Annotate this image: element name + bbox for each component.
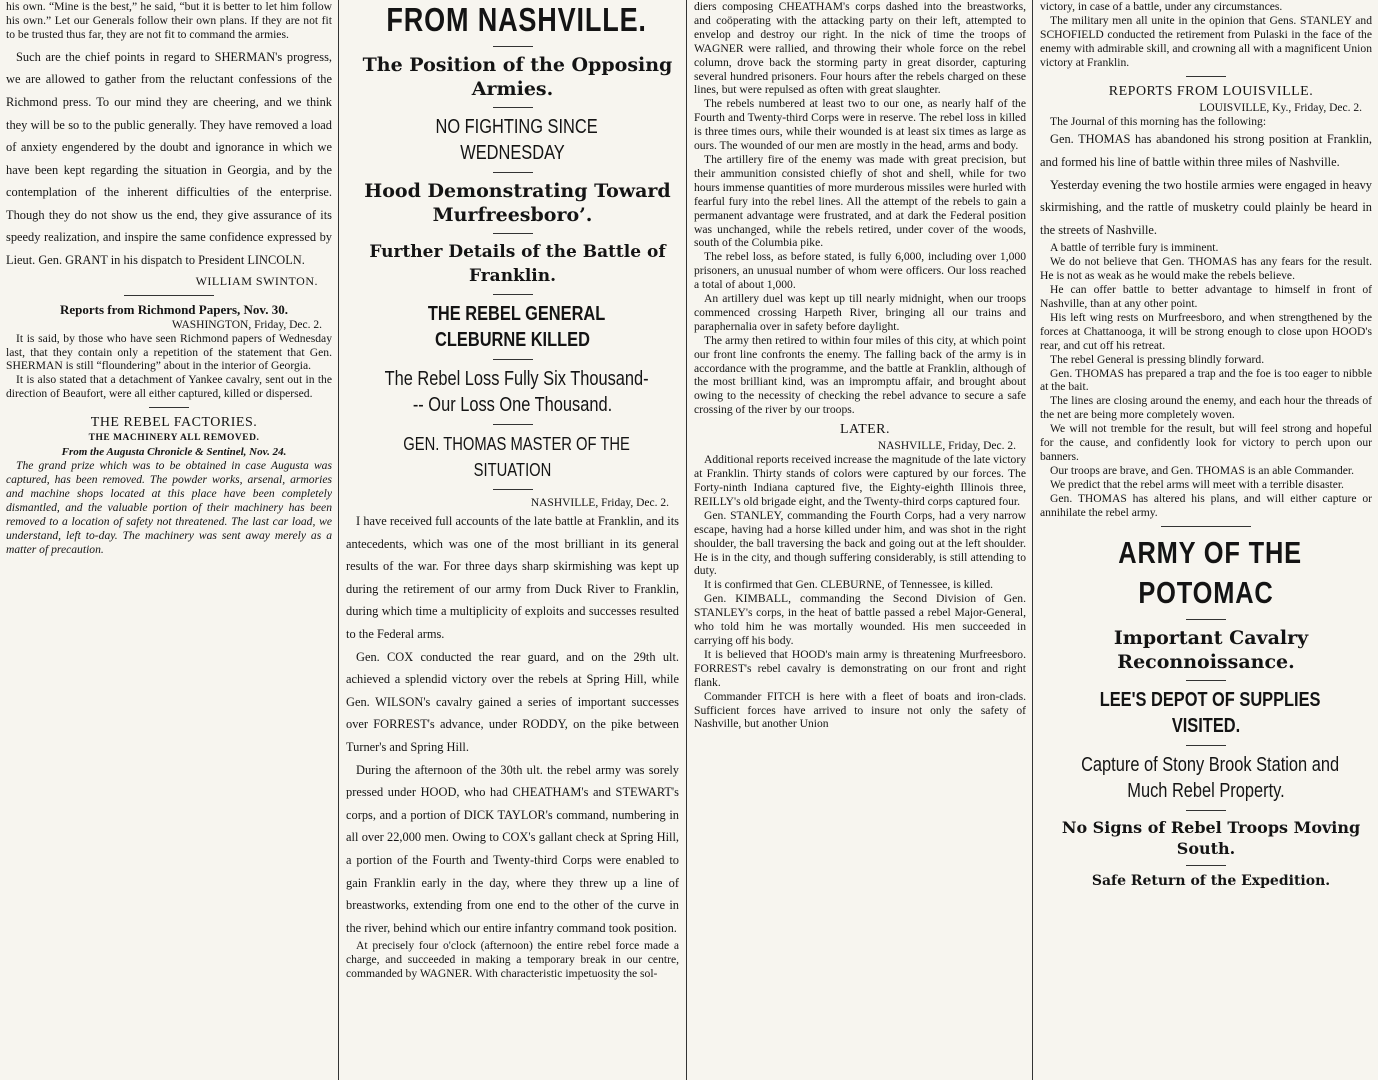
paragraph: The grand prize which was to be obtained in case Augusta was captured, has been removed. The powder works, arsenal, armories and machine shops located at this place have been completely dismantled, and the valuable portion of their machinery has been removed to a location of safety not threatened. The last car load, we understand, left to-day. The machinery was sent away merely as a matter of precaution. (6, 459, 332, 556)
dateline: NASHVILLE, Friday, Dec. 2. (877, 440, 1016, 453)
paragraph: his own. “Mine is the best,” he said, “but it is better to let him follow his own.” Let our Generals follow their own plans. If they are not fit to be trusted thus far, they are not fit to command the armies. (6, 0, 332, 41)
paragraph: He can offer battle to better advantage to himself in front of Nashville, than at any other point. (1040, 283, 1372, 311)
paragraph: Gen. STANLEY, commanding the Fourth Corps, had a very narrow escape, having had a horse killed under him, and was shot in the right shoulder, the ball traversing the back and going out at the left shoulder. He is in the city, and though suffering considerably, is still attending to duty. (694, 508, 1026, 578)
headline: Capture of Stony Brook Station and Much Rebel Property. (1081, 753, 1340, 802)
column-4 (1034, 0, 1378, 1080)
subheadline: THE MACHINERY ALL REMOVED. (88, 433, 260, 444)
headline: Important Cavalry Reconnoissance. (1113, 626, 1309, 673)
paragraph: Our troops are brave, and Gen. THOMAS is an able Commander. (1050, 463, 1355, 477)
divider (1186, 619, 1226, 620)
headline: No Signs of Rebel Troops Moving South. (1061, 817, 1361, 858)
divider (493, 172, 533, 173)
paragraph: The lines are closing around the enemy, and each hour the threads of the net are being more completely woven. (1040, 394, 1372, 422)
paragraph: Gen. KIMBALL, commanding the Second Division of Gen. STANLEY's corps, in the heat of battle passed a rebel Major-General, who told him he was mortally wounded. His men succeeded in carrying off his body. (694, 592, 1026, 647)
headline-main: ARMY OF THE POTOMAC (1118, 534, 1302, 610)
headline: Safe Return of the Expedition. (1091, 872, 1331, 889)
divider (493, 46, 533, 47)
paragraph: victory, in case of a battle, under any circumstances. (1040, 0, 1283, 13)
paragraph: It is said, by those who have seen Richmond papers of Wednesday last, that they contain only a repetition of the statement that Gen. SHERMAN is still “floundering” about in the interior of Georgia. (6, 331, 332, 373)
paragraph: The army then retired to within four miles of this city, at which point our front line confronts the enemy. The falling back of the army is in accordance with the programme, and the battle at Franklin, although of the most brilliant kind, was an impromptu affair, and brought about owing to the necessity of checking the rebel advance to secure a safe crossing of the river by our troops. (694, 333, 1026, 417)
divider (493, 107, 533, 108)
paragraph: We predict that the rebel arms will meet with a terrible disaster. (1050, 477, 1344, 491)
paragraph: Commander FITCH is here with a fleet of boats and iron-clads. Sufficient forces have arrived to insure not only the safety of Nashville, but another Union (694, 689, 1026, 731)
headline: LEE'S DEPOT OF SUPPLIES VISITED. (1099, 688, 1321, 737)
paragraph: It is also stated that a detachment of Yankee cavalry, sent out in the direction of Beaufort, were all either captured, killed or dispersed. (6, 373, 332, 401)
paragraph: I have received full accounts of the late battle at Franklin, and its antecedents, which was one of the most brilliant in its general results of the war. For three days sharp skirmishing was kept up during the retirement of our army from Duck River to Franklin, during which time a multiplicity of exploits and successes resulted to the Federal arms. (346, 514, 679, 641)
paragraph: The Journal of this morning has the following: (1050, 114, 1267, 128)
headline: Further Details of the Battle of Franklin. (369, 242, 666, 286)
source-line: From the Augusta Chronicle & Sentinel, Nov. 24. (61, 446, 287, 459)
paragraph: Yesterday evening the two hostile armies were engaged in heavy skirmishing, and the rattle of musketry could plainly be heard in the streets of Nashville. (1040, 177, 1372, 237)
paragraph: The artillery fire of the enemy was made with great precision, but their ammunition consisted chiefly of shot and shell, while for two hours immense quantities of more murderous missiles were hurled with fearful fury into the rebel lines. All the attempt of the rebels to gain a permanent advantage were frustrated, and at dark the Federal position was unchanged, while the rebels retired, under cover of the woods, south of the Columbia pike. (694, 152, 1026, 250)
divider (1161, 526, 1251, 527)
headline: NO FIGHTING SINCE WEDNESDAY (435, 116, 598, 164)
paragraph: We will not tremble for the result, but will feel strong and hopeful for the cause, and confidently look for victory to perch upon our banners. (1040, 422, 1372, 463)
dateline: NASHVILLE, Friday, Dec. 2. (530, 497, 669, 509)
paragraph: At precisely four o'clock (afternoon) the entire rebel force made a charge, and succeeded in making a temporary break in our centre, commanded by WAGNER. With characteristic impetuosity the sol- (346, 939, 679, 981)
paragraph: Gen. THOMAS has altered his plans, and will either capture or annihilate the rebel army. (1040, 491, 1372, 519)
paragraph: It is confirmed that Gen. CLEBURNE, of Tennessee, is killed. (704, 578, 994, 592)
headline: GEN. THOMAS MASTER OF THE SITUATION (403, 434, 630, 480)
column-rule (1032, 0, 1033, 1080)
divider (493, 489, 533, 490)
divider (493, 233, 533, 234)
divider (1186, 810, 1226, 811)
dateline: WASHINGTON, Friday, Dec. 2. (171, 318, 322, 331)
paragraph: His left wing rests on Murfreesboro, and when strengthened by the forces at Chattanooga, it will be strong enough to close upon HOOD's rear, and cut off his retreat. (1040, 310, 1372, 352)
headline: The Position of the Opposing Armies. (362, 54, 673, 100)
paragraph: We do not believe that Gen. THOMAS has any fears for the result. He is not as weak as he would make the rebels believe. (1040, 255, 1372, 283)
headline: Reports from Richmond Papers, Nov. 30. (60, 301, 288, 317)
headline: REPORTS FROM LOUISVILLE. (1108, 83, 1314, 99)
headline: Hood Demonstrating Toward Murfreesboro’. (364, 180, 671, 226)
paragraph: diers composing CHEATHAM's corps dashed into the breastworks, and coöperating with the attacking party on their left, attempted to envelop and destroy our right. In the nick of time the troops of WAGNER were rallied, and throwing their whole force on the rebel column, drove back the storming party in great disorder, capturing several hundred prisoners. Four hours after the rebels charged on these lines, but were repulsed as often with great slaughter. (694, 0, 1026, 97)
divider (1186, 76, 1226, 77)
paragraph: Gen. COX conducted the rear guard, and on the 29th ult. achieved a splendid victory over the rebels at Spring Hill, while Gen. WILSON's cavalry gained a series of important successes over FORREST's advance, under RODDY, on the pike between Turner's and Spring Hill. (346, 649, 679, 754)
column-rule (338, 0, 339, 1080)
paragraph: A battle of terrible fury is imminent. (1050, 241, 1219, 255)
divider (149, 407, 189, 408)
column-rule (686, 0, 687, 1080)
column-3 (688, 0, 1032, 1080)
paragraph: The rebel General is pressing blindly forward. (1050, 352, 1265, 366)
divider (493, 294, 533, 295)
dateline: LOUISVILLE, Ky., Friday, Dec. 2. (1199, 101, 1362, 114)
paragraph: During the afternoon of the 30th ult. the rebel army was sorely pressed under HOOD, who had CHEATHAM's and STEWART's corps, and a portion of DICK TAYLOR's command, numbering in all over 22,000 men. Owing to COX's gallant check at Spring Hill, a portion of the Fourth and Twenty-third Corps were enabled to gain Franklin early in the day, where they threw up a line of breastworks, extending from one end to the other of the curve in the river, behind which our entire infantry command took position. (346, 762, 679, 935)
divider (493, 424, 533, 425)
divider (1186, 865, 1226, 866)
paragraph: The rebels numbered at least two to our one, as nearly half of the Fourth and Twenty-third Corps were in reserve. The rebel loss in killed is three times ours, while their wounded is at least six times as large as ours. The wounded of our men are mostly in the head, arms and body. (694, 97, 1026, 153)
divider (1186, 745, 1226, 746)
signature: WILLIAM SWINTON. (195, 273, 318, 288)
headline: THE REBEL GENERAL CLEBURNE KILLED (427, 303, 606, 351)
headline: THE REBEL FACTORIES. (90, 415, 258, 431)
headline: The Rebel Loss Fully Six Thousand--- Our Loss One Thousand. (384, 368, 649, 416)
paragraph: Gen. THOMAS has abandoned his strong position at Franklin, and formed his line of battle within three miles of Nashville. (1040, 132, 1372, 170)
headline: LATER. (839, 422, 891, 438)
paragraph: It is believed that HOOD's main army is threatening Murfreesboro. FORREST's rebel cavalry is demonstrating on our front and right flank. (694, 647, 1026, 689)
headline-main: FROM NASHVILLE. (386, 1, 647, 38)
column-2 (340, 0, 685, 1080)
divider (1186, 680, 1226, 681)
divider (493, 359, 533, 360)
paragraph: Additional reports received increase the magnitude of the late victory at Franklin. Thirty stands of colors were captured by our forces. The Forty-ninth Indiana captured five, the Eighty-eighth Illinois three, REILLY's old brigade eight, and the Twenty-third corps captured four. (694, 453, 1026, 508)
paragraph: Such are the chief points in regard to SHERMAN's progress, we are allowed to gather from the reluctant confessions of the Richmond press. To our mind they are cheering, and we think they will be so to the public generally. They have removed a load of anxiety engendered by the doubt and ignorance in which we have been kept regarding the situation in Georgia, and by the contemplation of the inherent difficulties of the enterprise. Though they do not show us the end, they give assurance of its speedy realization, and inspire the same confidence expressed by Lieut. Gen. GRANT in his dispatch to President LINCOLN. (6, 49, 332, 268)
paragraph: The military men all unite in the opinion that Gens. STANLEY and SCHOFIELD conducted the retirement from Pulaski in the face of the enemy with admirable skill, and crowning all with a magnificent Union victory at Franklin. (1040, 13, 1372, 69)
paragraph: The rebel loss, as before stated, is fully 6,000, including over 1,000 prisoners, an unusual number of whom were officers. Our loss reached a total of about 1,000. (694, 250, 1026, 292)
paragraph: Gen. THOMAS has prepared a trap and the foe is too eager to nibble at the bait. (1040, 366, 1372, 394)
column-1 (0, 0, 338, 1080)
paragraph: An artillery duel was kept up till nearly midnight, when our troops commenced crossing Harpeth River, bringing all our trains and paraphernalia over in safety before daylight. (694, 292, 1026, 333)
divider (124, 295, 214, 296)
